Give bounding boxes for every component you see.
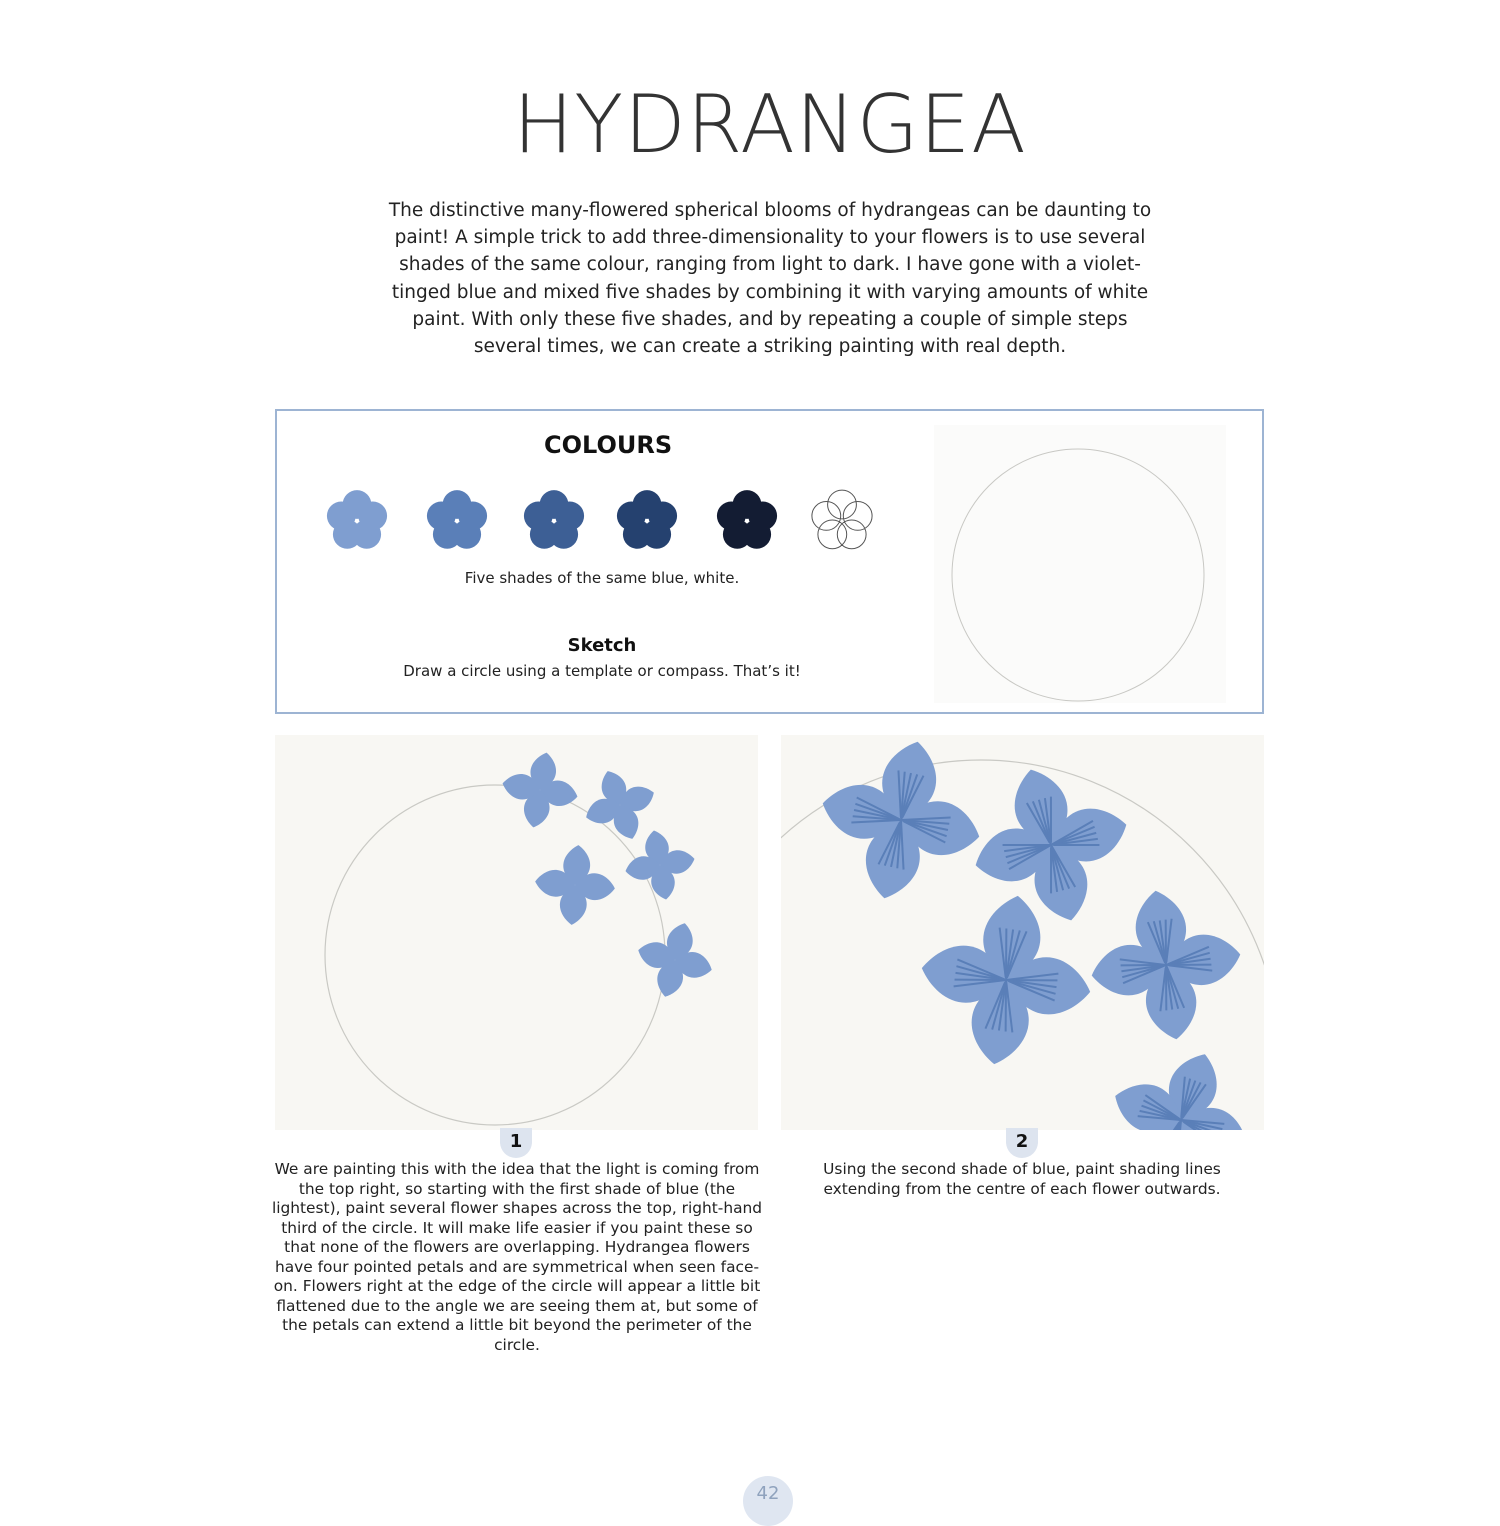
flower-shaded-shape xyxy=(806,735,996,915)
sketch-heading: Sketch xyxy=(567,635,637,656)
colours-caption: Five shades of the same blue, white. xyxy=(464,569,740,587)
colours-heading: COLOURS xyxy=(544,431,673,459)
swatch-shade-1 xyxy=(317,481,397,561)
intro-paragraph: The distinctive many-flowered spherical blooms of hydrangeas can be daunting to paint! A simple trick to add three-dimensionality to your flowers is to use several shades of the same colour, ranging from light to dark. I have gone with a violet-tinged blue and mixed five shades by combining it with varying amounts of white paint. With only these five shades, and by repeating a couple of simple steps several times, we can create a striking painting with real depth. xyxy=(388,200,1152,358)
flower-swatch-icon xyxy=(417,481,497,561)
swatch-shade-3 xyxy=(514,481,594,561)
step-1-badge: 1 xyxy=(500,1128,532,1158)
flower-petal-shape xyxy=(532,842,619,929)
swatch-shade-4 xyxy=(607,481,687,561)
sketch-circle-image xyxy=(934,425,1226,703)
colours-panel xyxy=(275,409,1264,714)
step-2-image xyxy=(781,735,1264,1130)
flower-swatch-icon xyxy=(514,481,594,561)
flower-shaded-shape xyxy=(1081,880,1250,1049)
swatch-shade-5 xyxy=(707,481,787,561)
swatch-row xyxy=(317,481,897,571)
flower-swatch-icon xyxy=(802,481,882,561)
swatch-white xyxy=(802,481,882,561)
flower-petal-shape xyxy=(628,913,721,1006)
page-title: HYDRANGEA xyxy=(513,78,1027,171)
flower-swatch-icon xyxy=(707,481,787,561)
swatch-shade-2 xyxy=(417,481,497,561)
flower-shaded-shape xyxy=(955,749,1146,940)
flower-swatch-icon xyxy=(607,481,687,561)
flower-swatch-icon xyxy=(317,481,397,561)
flower-petal-shape xyxy=(496,746,584,834)
page-number: 42 xyxy=(743,1476,793,1526)
flower-shaded-shape xyxy=(1091,1030,1264,1130)
step-2-badge: 2 xyxy=(1006,1128,1038,1158)
step-2-text: Using the second shade of blue, paint shading lines extending from the centre of each flower outwards. xyxy=(823,1160,1221,1198)
step-1-image xyxy=(275,735,758,1130)
sketch-text: Draw a circle using a template or compass. That’s it! xyxy=(403,662,801,680)
step-1-text: We are painting this with the idea that the light is coming from the top right, so starting with the first shade of blue (the lightest), paint several flower shapes across the top, right-hand third of the circle. It will make life easier if you paint these so that none of the flowers are overlapping. Hydrangea flowers have four pointed petals and are symmetrical when seen face-on. Flowers right at the edge of the circle will appear a little bit flattened due to the angle we are seeing them at, but some of the petals can extend a little bit beyond the perimeter of the circle. xyxy=(271,1160,763,1354)
